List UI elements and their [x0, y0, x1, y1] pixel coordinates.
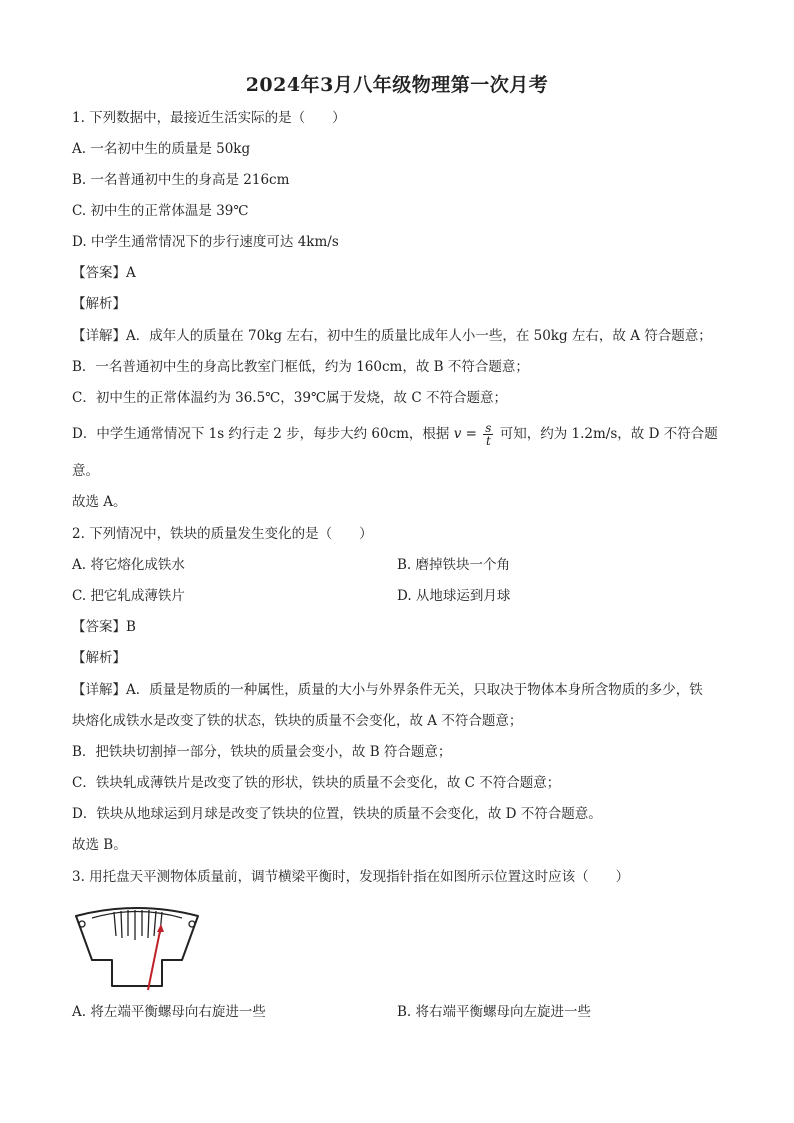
q1-detail-c: C．初中生的正常体温约为 36.5℃，39℃属于发烧，故 C 不符合题意； [72, 390, 507, 406]
pointer-arrow-icon [157, 924, 164, 932]
q2-detail-c: C．铁块轧成薄铁片是改变了铁的形状，铁块的质量不会变化，故 C 不符合题意； [72, 775, 561, 791]
q1-detail-d-post: 可知，约为 1.2m/s，故 D 不符合题 [499, 426, 718, 442]
q1-option-a: A. 一名初中生的质量是 50kg [72, 141, 251, 157]
q2-answer: 【答案】B [72, 619, 136, 635]
formula-fraction [483, 422, 493, 447]
q2-option-a: A. 将它熔化成铁水 [72, 557, 185, 573]
q1-detail-a: 【详解】A．成年人的质量在 70kg 左右，初中生的质量比成年人小一些，在 50kg 左右，故 A 符合题意； [72, 328, 712, 344]
q1-answer: 【答案】A [72, 265, 136, 281]
formula-eq: = [465, 426, 477, 442]
scale-arc [92, 912, 182, 919]
q2-detail-a2: 块熔化成铁水是改变了铁的状态，铁块的质量不会变化，故 A 不符合题意； [72, 713, 523, 729]
balance-scale-figure [72, 902, 202, 992]
q2-detail-b: B．把铁块切割掉一部分，铁块的质量会变小，故 B 符合题意； [72, 744, 452, 760]
formula-numerator: s [485, 421, 492, 435]
q1-option-b: B. 一名普通初中生的身高是 216cm [72, 172, 290, 188]
q3-option-b: B. 将右端平衡螺母向左旋进一些 [397, 1004, 592, 1020]
q1-option-c: C. 初中生的正常体温是 39℃ [72, 203, 249, 219]
q1-detail-b: B．一名普通初中生的身高比教室门框低，约为 160cm，故 B 不符合题意； [72, 359, 529, 375]
scale-ticks [114, 910, 162, 940]
q1-analysis-label: 【解析】 [72, 296, 126, 312]
q2-detail-d: D．铁块从地球运到月球是改变了铁块的位置，铁块的质量不会变化，故 D 不符合题意。 [72, 806, 602, 822]
q2-conclusion: 故选 B。 [72, 837, 127, 853]
q2-option-d: D. 从地球运到月球 [397, 588, 511, 604]
q2-analysis-label: 【解析】 [72, 650, 126, 666]
q1-conclusion: 故选 A。 [72, 494, 127, 510]
q2-option-c: C. 把它轧成薄铁片 [72, 588, 185, 604]
q2-option-b: B. 磨掉铁块一个角 [397, 557, 511, 573]
q3-stem: 3. 用托盘天平测物体质量前，调节横梁平衡时，发现指针指在如图所示位置这时应该（ ） [72, 869, 630, 885]
page-title: 2024年3月八年级物理第一次月考 [245, 74, 549, 96]
q3-option-a: A. 将左端平衡螺母向右旋进一些 [72, 1004, 266, 1020]
formula-denominator: t [485, 434, 491, 448]
scale-outline [76, 908, 198, 986]
q1-detail-d [72, 422, 718, 447]
formula-v: v [453, 426, 462, 442]
q2-stem: 2. 下列情况中，铁块的质量发生变化的是（ ） [72, 526, 373, 542]
q1-detail-d-cont: 意。 [72, 463, 99, 479]
q2-detail-a1: 【详解】A．质量是物质的一种属性，质量的大小与外界条件无关，只取决于物体本身所含物质的多少，铁 [72, 682, 703, 698]
q1-stem: 1. 下列数据中，最接近生活实际的是（ ） [72, 110, 346, 126]
q1-detail-d-pre: D．中学生通常情况下 1s 约行走 2 步，每步大约 60cm，根据 [72, 426, 450, 442]
q1-option-d: D. 中学生通常情况下的步行速度可达 4km/s [72, 234, 339, 250]
